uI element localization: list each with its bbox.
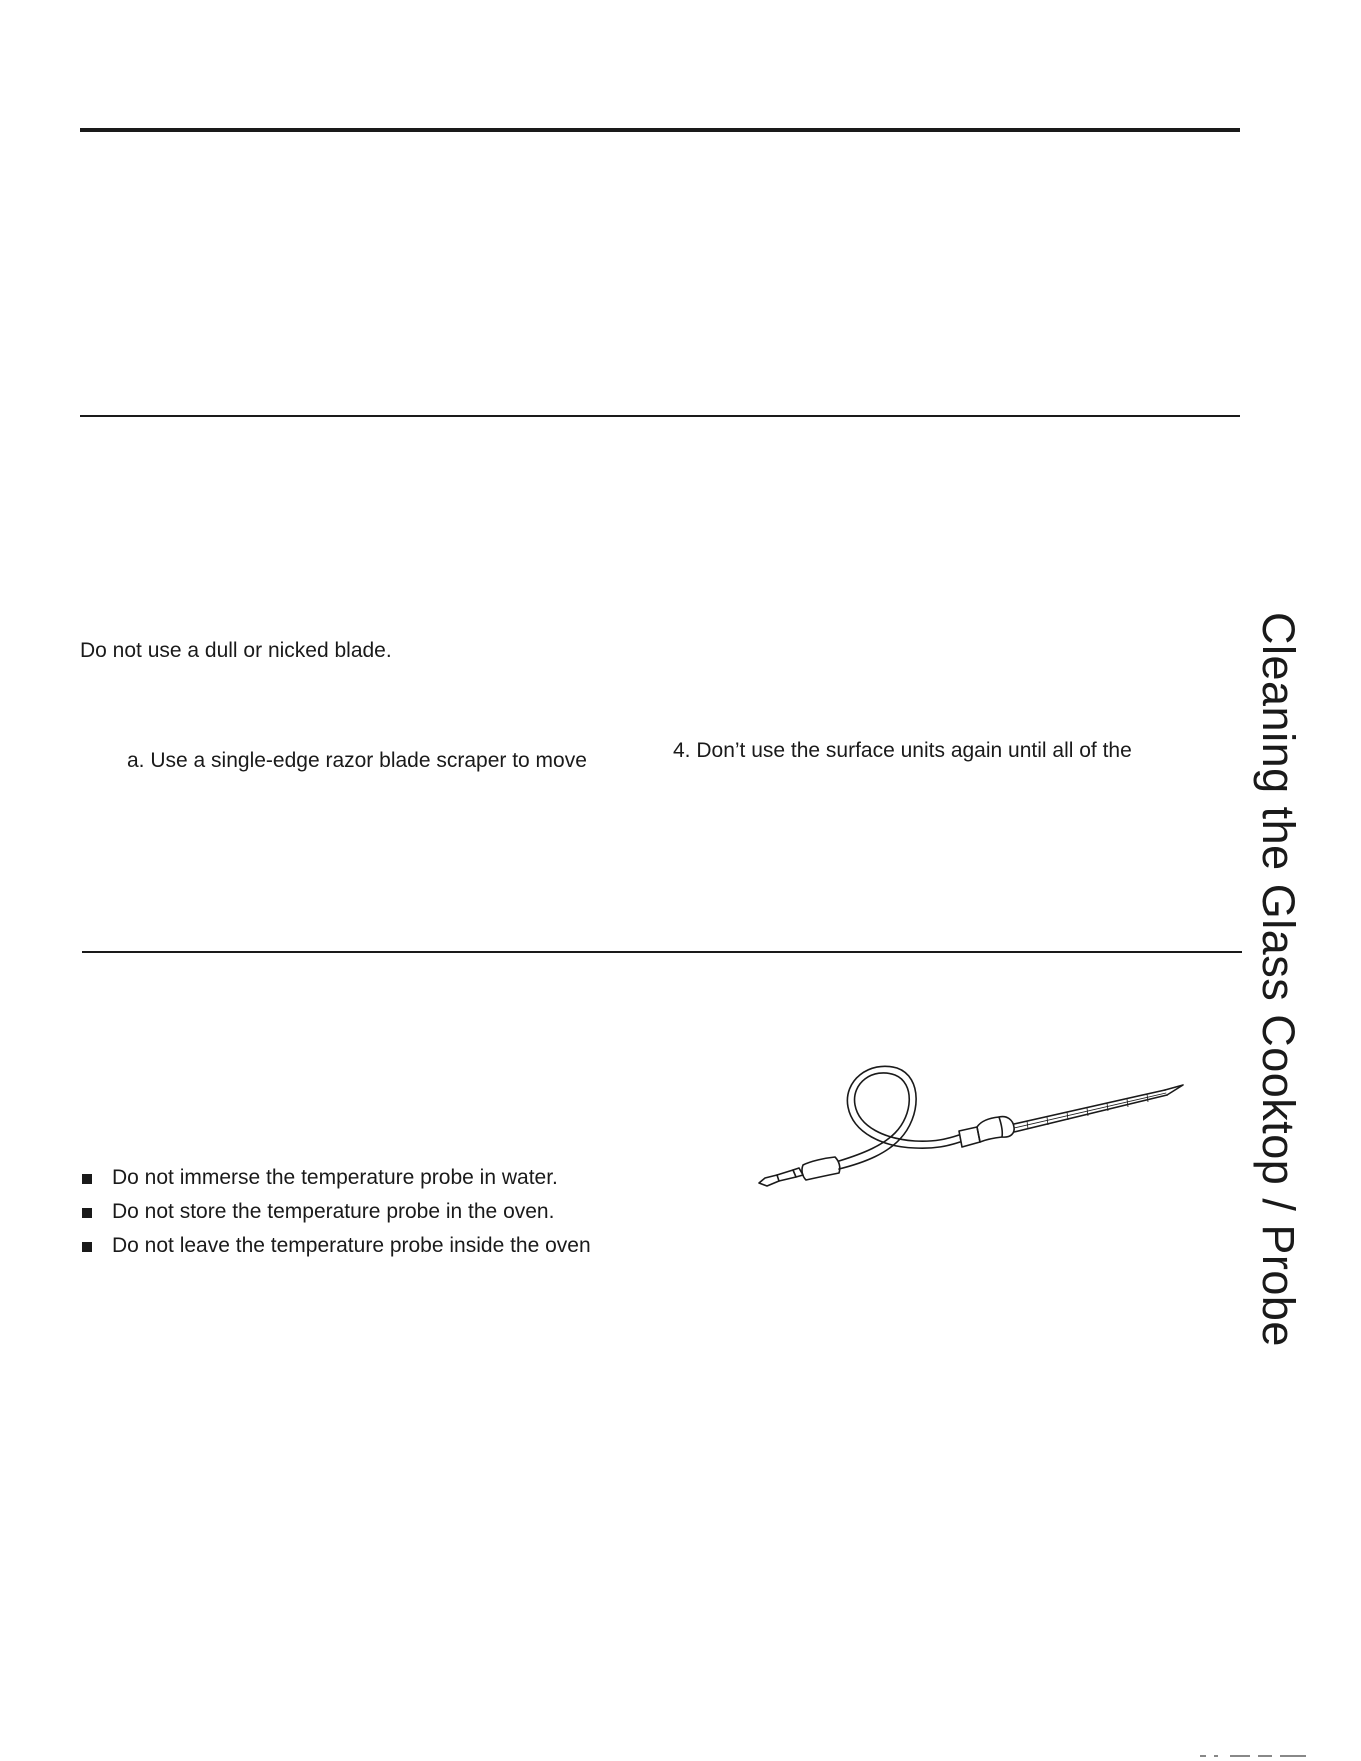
top-divider (80, 128, 1240, 132)
list-item-text: Do not immerse the temperature probe in water. (112, 1166, 558, 1189)
printer-marks-decoration (1200, 1755, 1310, 1759)
temperature-probe-icon (755, 1065, 1185, 1215)
section-divider-cooktop (80, 415, 1240, 417)
probe-care-list (80, 1165, 591, 1267)
square-bullet-icon (82, 1208, 92, 1218)
step-4-text: 4. Don’t use the surface units again until all of the (673, 739, 1132, 762)
blade-warning-text: Do not use a dull or nicked blade. (80, 639, 392, 662)
list-item (80, 1233, 591, 1267)
section-divider-probe (82, 951, 1242, 953)
step-a-text: a. Use a single-edge razor blade scraper to move (127, 749, 587, 772)
square-bullet-icon (82, 1242, 92, 1252)
list-item-text: Do not store the temperature probe in the oven. (112, 1200, 555, 1223)
list-item (80, 1165, 591, 1199)
list-item (80, 1199, 591, 1233)
list-item-text: Do not leave the temperature probe inside the oven (112, 1234, 591, 1257)
section-side-title: Cleaning the Glass Cooktop / Probe (1253, 612, 1304, 1347)
square-bullet-icon (82, 1174, 92, 1184)
